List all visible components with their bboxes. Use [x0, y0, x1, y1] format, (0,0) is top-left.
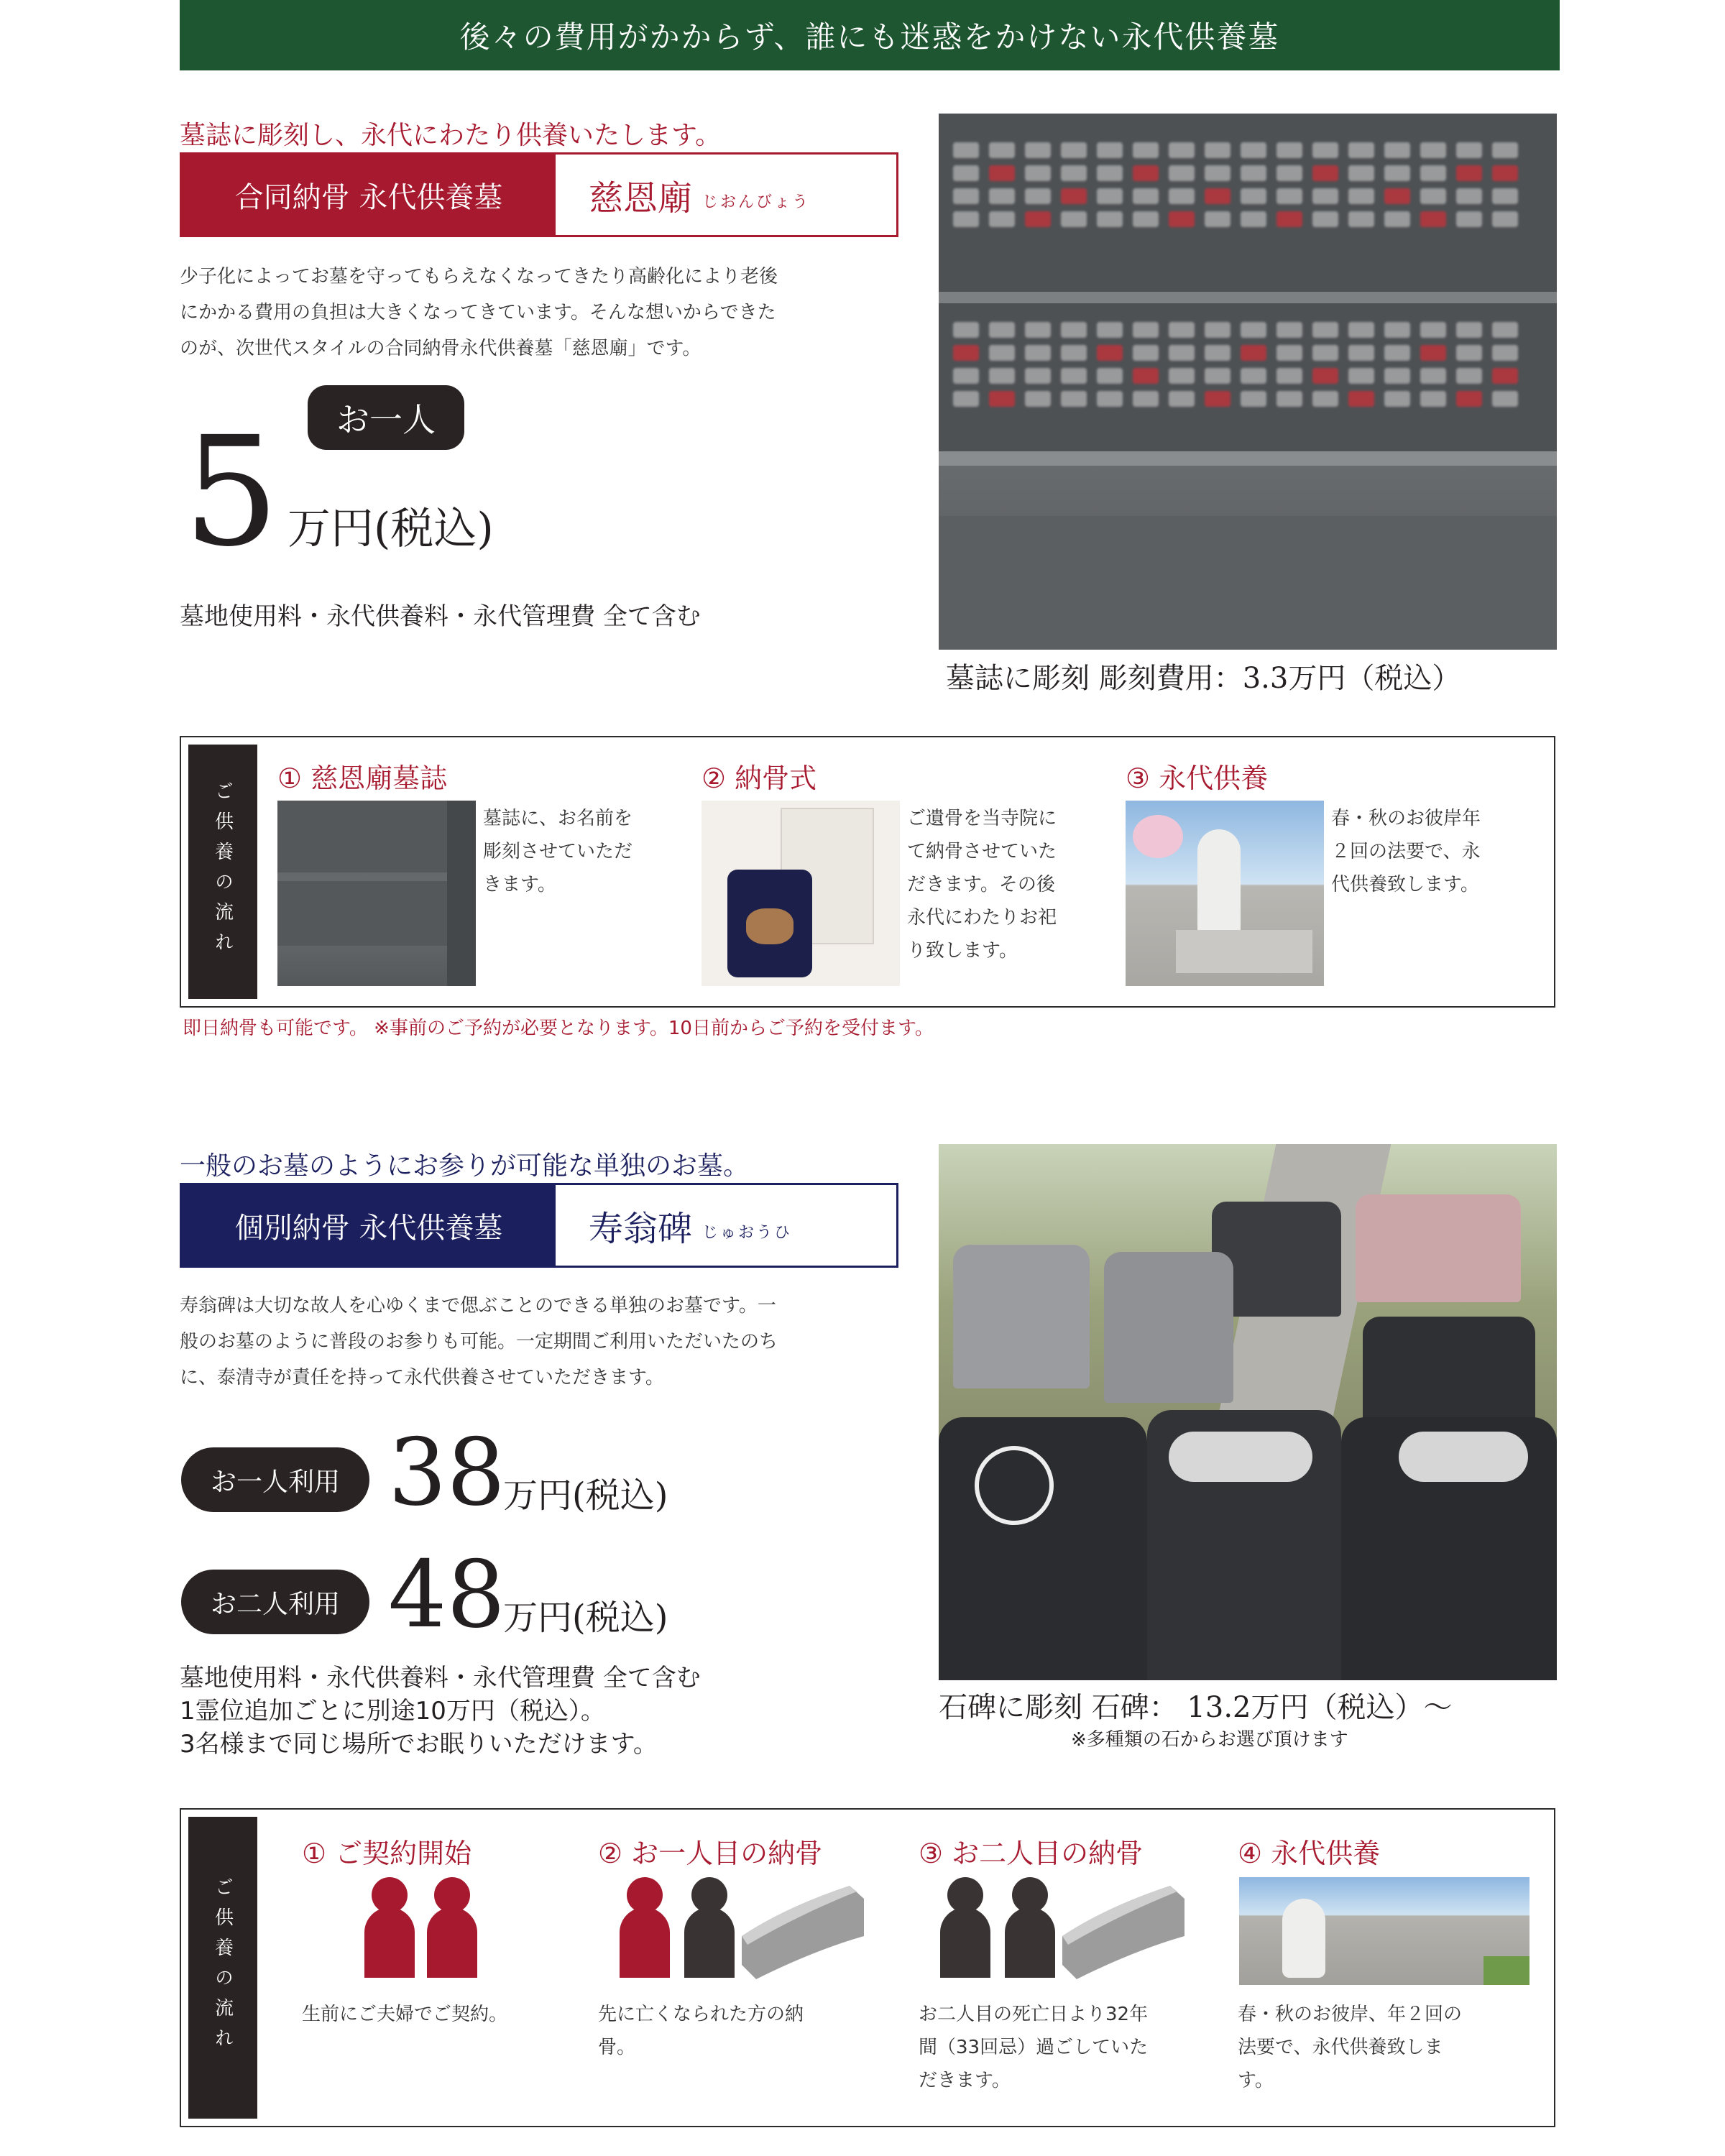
wall-pillar	[447, 801, 476, 986]
step-text-line: す。	[1238, 2070, 1274, 2091]
description-line: 寿翁碑は大切な故人を心ゆくまで偲ぶことのできる単独のお墓です。一	[180, 1295, 776, 1317]
gray-granite-stone	[953, 1245, 1090, 1388]
statue-base	[1176, 930, 1312, 973]
section2-price2-unit: 万円(税込)	[503, 1598, 668, 1638]
cherry-blossom	[1133, 815, 1183, 858]
section2-photo-caption: 石碑に彫刻 石碑： 13.2万円（税込）～	[939, 1691, 1453, 1724]
person-icon	[427, 1877, 477, 1978]
grave-stones-photo	[939, 1144, 1557, 1680]
step-text-line: 代供養致します。	[1331, 874, 1479, 895]
step-text-line: きます。	[483, 874, 556, 895]
step-text-line: だきます。その後	[907, 874, 1055, 895]
section2-step4-text	[1238, 1998, 1462, 2097]
section2-price2-badge: お二人利用	[181, 1570, 369, 1634]
header-banner	[180, 0, 1560, 70]
description-line: 般のお墓のように普段のお参りも可能。一定期間ご利用いただいたのち	[180, 1331, 778, 1353]
step-text-line: お二人目の死亡日より32年	[919, 2004, 1149, 2025]
section1-price-unit: 万円(税込)	[288, 504, 494, 554]
section1-step3-title: ③ 永代供養	[1126, 763, 1269, 794]
description-line: 少子化によってお墓を守ってもらえなくなってきたり高齢化により老後	[180, 266, 778, 287]
section1-footnote: 即日納骨も可能です。 ※事前のご予約が必要となります。10日前からご予約を受付ます。	[183, 1018, 934, 1039]
section1-photo-caption: 墓誌に彫刻 彫刻費用：3.3万円（税込）	[946, 662, 1461, 695]
black-granite-stone-front	[939, 1417, 1147, 1680]
section1-step2-title: ② 納骨式	[702, 763, 817, 794]
section1-flow-label: ご供養の流れ	[188, 745, 257, 999]
section1-title-box	[180, 152, 898, 237]
step-text-line: 間（33回忌）過ごしていた	[919, 2037, 1149, 2058]
description-line: のが、次世代スタイルの合同納骨永代供養墓「慈恩廟」です。	[180, 338, 702, 359]
memorial-wall-photo	[939, 114, 1557, 650]
section2-step1-text	[302, 1998, 507, 2031]
section1-type-label: 合同納骨 永代供養墓	[182, 155, 556, 235]
urn-ornament	[746, 908, 794, 944]
step-text-line: て納骨させていた	[907, 841, 1057, 862]
person-icon	[684, 1877, 735, 1978]
step-text-line: 墓誌に、お名前を	[483, 808, 633, 829]
section1-step1-title: ① 慈恩廟墓誌	[277, 763, 448, 794]
step-text-line: ご遺骨を当寺院に	[907, 808, 1057, 829]
section2-type-label: 個別納骨 永代供養墓	[182, 1185, 556, 1266]
family-crest-engraving	[975, 1446, 1054, 1525]
header-banner-text: 後々の費用がかからず、誰にも迷惑をかけない永代供養墓	[459, 19, 1280, 55]
cherry-blossom-engraving	[1399, 1432, 1528, 1482]
pink-granite-stone	[1356, 1194, 1521, 1302]
section1-description	[180, 259, 898, 367]
person-icon	[940, 1877, 990, 1978]
person-icon	[1005, 1877, 1055, 1978]
section1-name: 慈恩廟	[589, 178, 693, 218]
section2-price1-unit: 万円(税込)	[503, 1475, 668, 1516]
buddha-statue	[1282, 1899, 1325, 1978]
section2-tagline: 一般のお墓のようにお参りが可能な単独のお墓。	[180, 1151, 750, 1181]
lawn	[1484, 1956, 1530, 1985]
person-icon	[364, 1877, 415, 1978]
gravestone-icon	[742, 1879, 864, 1979]
gravestone-shape	[1062, 1879, 1184, 1979]
step-text-line: 彫刻させていただ	[483, 841, 633, 862]
person-icon	[620, 1877, 670, 1978]
buddha-statue	[1197, 829, 1241, 937]
section2-price2-number: 48	[388, 1542, 505, 1649]
plaque-row	[277, 881, 476, 946]
plaque-row	[277, 801, 476, 872]
step-text-line: 法要で、永代供養致しま	[1238, 2037, 1443, 2058]
section2-flow-box	[180, 1808, 1555, 2127]
section2-title-box	[180, 1183, 898, 1268]
urn-photo	[702, 801, 900, 986]
description-line: にかかる費用の負担は大きくなってきています。そんな想いからできた	[180, 302, 776, 323]
section2-price1-badge: お一人利用	[181, 1447, 369, 1512]
gravestone-shape	[742, 1879, 864, 1979]
section2-step2-title: ② お一人目の納骨	[598, 1838, 823, 1869]
stone-base	[939, 516, 1557, 650]
section1-price-number: 5	[183, 404, 280, 580]
section2-reading: じゅおうひ	[702, 1223, 793, 1242]
section1-step2-text	[907, 802, 1057, 967]
section2-step1-title: ① ご契約開始	[302, 1838, 472, 1869]
section1-name-box	[556, 155, 896, 235]
section1-flow-box	[180, 736, 1555, 1008]
step-text-line: 骨。	[598, 2037, 636, 2058]
engraved-names-upper	[953, 142, 1518, 227]
section2-notes	[180, 1662, 701, 1761]
engraved-names-lower	[953, 322, 1518, 407]
step-text-line: り致します。	[907, 940, 1018, 962]
section2-step4-title: ④ 永代供養	[1238, 1838, 1381, 1869]
step-text-line: 先に亡くなられた方の納	[598, 2004, 804, 2025]
section2-flow-label: ご供養の流れ	[188, 1817, 257, 2119]
section2-description	[180, 1288, 898, 1396]
section2-step2-text	[598, 1998, 804, 2064]
panel-divider	[939, 292, 1557, 303]
section2-step3-text	[919, 1998, 1148, 2097]
gray-granite-stone	[1104, 1252, 1233, 1403]
section1-includes: 墓地使用料・永代供養料・永代管理費 全て含む	[180, 602, 701, 631]
section2-name: 寿翁碑	[589, 1208, 693, 1249]
step-text-line: 春・秋のお彼岸年	[1331, 808, 1481, 829]
section2-step3-title: ③ お二人目の納骨	[919, 1838, 1144, 1869]
step-text-line: だきます。	[919, 2070, 1011, 2091]
buddha-statue-photo	[1126, 801, 1324, 986]
gravestone-icon	[1062, 1879, 1184, 1979]
section1-reading: じおんびょう	[702, 193, 811, 211]
panel-ledge	[939, 451, 1557, 466]
section1-tagline: 墓誌に彫刻し、永代にわたり供養いたします。	[180, 121, 722, 150]
step-text-line: 生前にご夫婦でご契約。	[302, 2004, 508, 2025]
section1-price-badge: お一人	[308, 385, 464, 450]
step-text-line: ２回の法要で、永	[1331, 841, 1481, 862]
section2-photo-subcaption: ※多種類の石からお選び頂けます	[1071, 1729, 1348, 1751]
section2-note-line: 墓地使用料・永代供養料・永代管理費 全て含む	[180, 1664, 701, 1692]
cherry-blossom-engraving	[1169, 1432, 1312, 1482]
section2-note-line: 1霊位追加ごとに別途10万円（税込）。	[180, 1697, 605, 1726]
section2-name-box	[556, 1185, 896, 1266]
section1-step1-text	[483, 802, 632, 901]
description-line: に、泰清寺が責任を持って永代供養させていただきます。	[180, 1367, 664, 1388]
memorial-statue-photo	[1239, 1877, 1530, 1985]
section2-note-line: 3名様まで同じ場所でお眠りいただけます。	[180, 1730, 658, 1759]
section1-step3-text	[1331, 802, 1481, 901]
section2-price1-number: 38	[388, 1419, 505, 1526]
step-text-line: 永代にわたりお祀	[907, 907, 1057, 929]
step-text-line: 春・秋のお彼岸、年２回の	[1238, 2004, 1463, 2025]
step1-memorial-photo	[277, 801, 476, 986]
